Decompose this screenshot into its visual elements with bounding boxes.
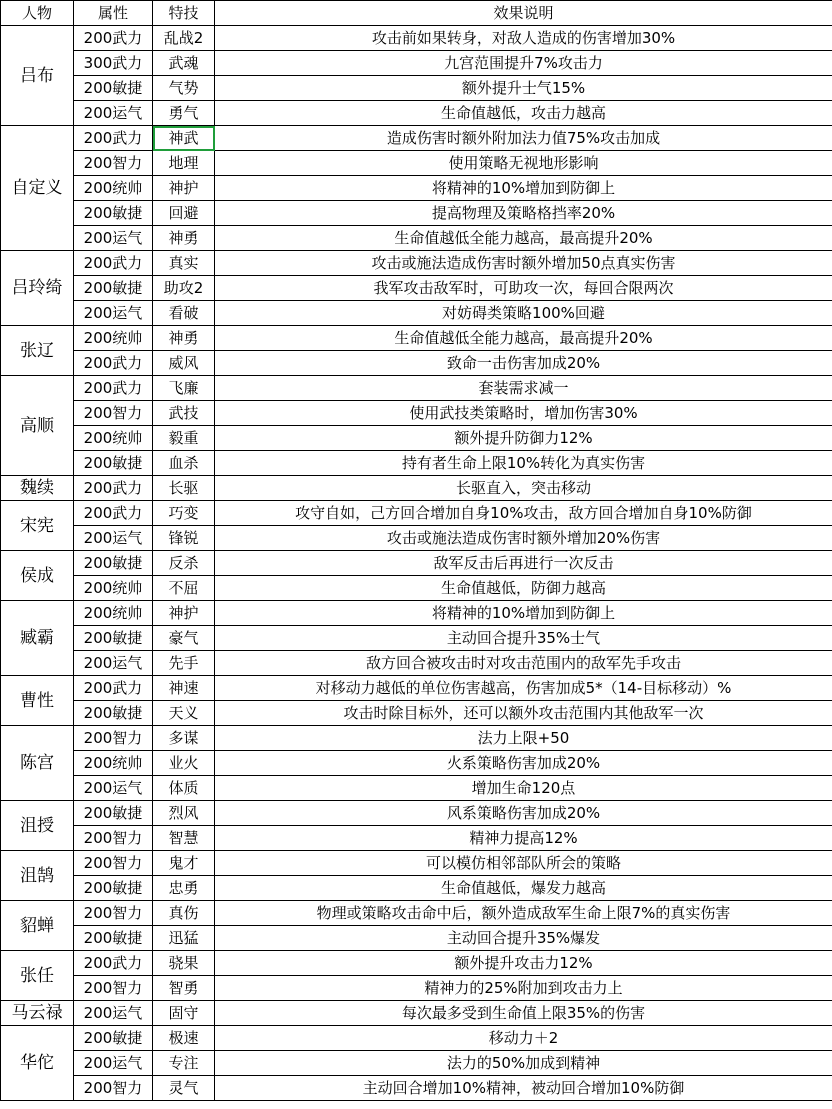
table-row bbox=[1, 926, 832, 951]
effect-cell[interactable]: 增加生命120点 bbox=[215, 776, 832, 801]
attribute-cell[interactable]: 200运气 bbox=[74, 301, 153, 326]
table-row bbox=[1, 876, 832, 901]
skill-cell[interactable]: 业火 bbox=[153, 751, 215, 776]
table-row bbox=[1, 551, 832, 576]
skill-cell[interactable]: 助攻2 bbox=[153, 276, 215, 301]
attribute-cell[interactable]: 200智力 bbox=[74, 851, 153, 876]
attribute-cell[interactable]: 200敏捷 bbox=[74, 551, 153, 576]
header-skill[interactable]: 特技 bbox=[153, 1, 215, 26]
table-row bbox=[1, 526, 832, 551]
attribute-cell[interactable]: 200智力 bbox=[74, 901, 153, 926]
skill-cell[interactable]: 毅重 bbox=[153, 426, 215, 451]
skill-cell[interactable]: 地理 bbox=[153, 151, 215, 176]
table-row bbox=[1, 301, 832, 326]
effect-cell[interactable]: 攻击或施法造成伤害时额外增加20%伤害 bbox=[215, 526, 832, 551]
header-attribute[interactable]: 属性 bbox=[74, 1, 153, 26]
table-body bbox=[1, 26, 832, 1101]
skill-cell[interactable]: 鬼才 bbox=[153, 851, 215, 876]
header-character[interactable]: 人物 bbox=[1, 1, 74, 26]
character-name-cell[interactable]: 侯成 bbox=[1, 551, 74, 601]
table-row bbox=[1, 651, 832, 676]
skill-cell[interactable]: 反杀 bbox=[153, 551, 215, 576]
skill-cell[interactable]: 武技 bbox=[153, 401, 215, 426]
attribute-cell[interactable]: 200武力 bbox=[74, 951, 153, 976]
attribute-cell[interactable]: 200运气 bbox=[74, 776, 153, 801]
attribute-cell[interactable]: 200运气 bbox=[74, 1001, 153, 1026]
attribute-cell[interactable]: 200智力 bbox=[74, 1076, 153, 1101]
effect-cell[interactable]: 敌方回合被攻击时对攻击范围内的敌军先手攻击 bbox=[215, 651, 832, 676]
header-effect[interactable]: 效果说明 bbox=[215, 1, 832, 26]
effect-cell[interactable]: 额外提升士气15% bbox=[215, 76, 832, 101]
effect-cell[interactable]: 生命值越低全能力越高，最高提升20% bbox=[215, 326, 832, 351]
attribute-cell[interactable]: 200敏捷 bbox=[74, 701, 153, 726]
attribute-cell[interactable]: 200运气 bbox=[74, 101, 153, 126]
skill-cell[interactable]: 固守 bbox=[153, 1001, 215, 1026]
effect-cell[interactable]: 主动回合提升35%士气 bbox=[215, 626, 832, 651]
table-row bbox=[1, 251, 832, 276]
effect-cell[interactable]: 每次最多受到生命值上限35%的伤害 bbox=[215, 1001, 832, 1026]
skill-cell[interactable]: 智慧 bbox=[153, 826, 215, 851]
table-row bbox=[1, 501, 832, 526]
table-row bbox=[1, 1026, 832, 1051]
skill-cell[interactable]: 回避 bbox=[153, 201, 215, 226]
skill-cell[interactable]: 血杀 bbox=[153, 451, 215, 476]
skill-cell[interactable]: 神武 bbox=[153, 126, 215, 151]
skill-cell[interactable]: 武魂 bbox=[153, 51, 215, 76]
table-row bbox=[1, 276, 832, 301]
effect-cell[interactable]: 法力上限+50 bbox=[215, 726, 832, 751]
skill-cell[interactable]: 迅猛 bbox=[153, 926, 215, 951]
skill-cell[interactable]: 灵气 bbox=[153, 1076, 215, 1101]
attribute-cell[interactable]: 200运气 bbox=[74, 651, 153, 676]
effect-cell[interactable]: 使用策略无视地形影响 bbox=[215, 151, 832, 176]
effect-cell[interactable]: 我军攻击敌军时，可助攻一次，每回合限两次 bbox=[215, 276, 832, 301]
character-name-cell[interactable]: 宋宪 bbox=[1, 501, 74, 551]
table-row bbox=[1, 476, 832, 501]
attribute-cell[interactable]: 200武力 bbox=[74, 476, 153, 501]
attribute-cell[interactable]: 200敏捷 bbox=[74, 626, 153, 651]
effect-cell[interactable]: 九宫范围提升7%攻击力 bbox=[215, 51, 832, 76]
table-row bbox=[1, 151, 832, 176]
character-name-cell[interactable]: 貂蝉 bbox=[1, 901, 74, 951]
effect-cell[interactable]: 主动回合增加10%精神，被动回合增加10%防御 bbox=[215, 1076, 832, 1101]
effect-cell[interactable]: 生命值越低，爆发力越高 bbox=[215, 876, 832, 901]
attribute-cell[interactable]: 200武力 bbox=[74, 351, 153, 376]
character-name-cell[interactable]: 张任 bbox=[1, 951, 74, 1001]
skill-cell[interactable]: 极速 bbox=[153, 1026, 215, 1051]
skill-cell[interactable]: 多谋 bbox=[153, 726, 215, 751]
table-row bbox=[1, 826, 832, 851]
effect-cell[interactable]: 攻击前如果转身，对敌人造成的伤害增加30% bbox=[215, 26, 832, 51]
attribute-cell[interactable]: 200运气 bbox=[74, 226, 153, 251]
skill-cell[interactable]: 不屈 bbox=[153, 576, 215, 601]
character-name-cell[interactable]: 臧霸 bbox=[1, 601, 74, 676]
skill-cell[interactable]: 飞廉 bbox=[153, 376, 215, 401]
character-name-cell[interactable]: 吕布 bbox=[1, 26, 74, 126]
attribute-cell[interactable]: 200运气 bbox=[74, 1051, 153, 1076]
character-name-cell[interactable]: 曹性 bbox=[1, 676, 74, 726]
effect-cell[interactable]: 对妨碍类策略100%回避 bbox=[215, 301, 832, 326]
table-row bbox=[1, 101, 832, 126]
table-row bbox=[1, 126, 832, 151]
skill-cell[interactable]: 智勇 bbox=[153, 976, 215, 1001]
skill-cell[interactable]: 骁果 bbox=[153, 951, 215, 976]
skill-cell[interactable]: 先手 bbox=[153, 651, 215, 676]
table-row bbox=[1, 951, 832, 976]
attribute-cell[interactable]: 200敏捷 bbox=[74, 876, 153, 901]
header-row bbox=[1, 1, 832, 26]
attribute-cell[interactable]: 200武力 bbox=[74, 251, 153, 276]
skill-cell[interactable]: 真实 bbox=[153, 251, 215, 276]
effect-cell[interactable]: 使用武技类策略时，增加伤害30% bbox=[215, 401, 832, 426]
effect-cell[interactable]: 对移动力越低的单位伤害越高，伤害加成5*（14-目标移动）% bbox=[215, 676, 832, 701]
table-row bbox=[1, 701, 832, 726]
table-row bbox=[1, 76, 832, 101]
table-row bbox=[1, 401, 832, 426]
table-row bbox=[1, 626, 832, 651]
table-row bbox=[1, 801, 832, 826]
character-name-cell[interactable]: 沮授 bbox=[1, 801, 74, 851]
effect-cell[interactable]: 精神力提高12% bbox=[215, 826, 832, 851]
skill-cell[interactable]: 长驱 bbox=[153, 476, 215, 501]
table-row bbox=[1, 776, 832, 801]
skill-cell[interactable]: 神勇 bbox=[153, 226, 215, 251]
effect-cell[interactable]: 额外提升防御力12% bbox=[215, 426, 832, 451]
attribute-cell[interactable]: 200运气 bbox=[74, 526, 153, 551]
table-row bbox=[1, 1076, 832, 1101]
table-row bbox=[1, 751, 832, 776]
attribute-cell[interactable]: 200敏捷 bbox=[74, 201, 153, 226]
effect-cell[interactable]: 主动回合提升35%爆发 bbox=[215, 926, 832, 951]
table-row bbox=[1, 326, 832, 351]
effect-cell[interactable]: 攻击时除目标外，还可以额外攻击范围内其他敌军一次 bbox=[215, 701, 832, 726]
table-row bbox=[1, 451, 832, 476]
effect-cell[interactable]: 造成伤害时额外附加法力值75%攻击加成 bbox=[215, 126, 832, 151]
skill-cell[interactable]: 勇气 bbox=[153, 101, 215, 126]
attribute-cell[interactable]: 200统帅 bbox=[74, 176, 153, 201]
skill-cell[interactable]: 巧变 bbox=[153, 501, 215, 526]
attribute-cell[interactable]: 200统帅 bbox=[74, 426, 153, 451]
table-row bbox=[1, 26, 832, 51]
attribute-cell[interactable]: 200敏捷 bbox=[74, 451, 153, 476]
effect-cell[interactable]: 可以模仿相邻部队所会的策略 bbox=[215, 851, 832, 876]
attribute-cell[interactable]: 200智力 bbox=[74, 826, 153, 851]
table-row bbox=[1, 51, 832, 76]
skill-cell[interactable]: 锋锐 bbox=[153, 526, 215, 551]
effect-cell[interactable]: 生命值越低，攻击力越高 bbox=[215, 101, 832, 126]
table-row bbox=[1, 676, 832, 701]
effect-cell[interactable]: 将精神的10%增加到防御上 bbox=[215, 176, 832, 201]
effect-cell[interactable]: 持有者生命上限10%转化为真实伤害 bbox=[215, 451, 832, 476]
effect-cell[interactable]: 生命值越低，防御力越高 bbox=[215, 576, 832, 601]
effect-cell[interactable]: 精神力的25%附加到攻击力上 bbox=[215, 976, 832, 1001]
attribute-cell[interactable]: 200统帅 bbox=[74, 601, 153, 626]
effect-cell[interactable]: 长驱直入，突击移动 bbox=[215, 476, 832, 501]
character-name-cell[interactable]: 魏续 bbox=[1, 476, 74, 501]
effect-cell[interactable]: 攻击或施法造成伤害时额外增加50点真实伤害 bbox=[215, 251, 832, 276]
effect-cell[interactable]: 致命一击伤害加成20% bbox=[215, 351, 832, 376]
table-row bbox=[1, 201, 832, 226]
character-name-cell[interactable]: 沮鹄 bbox=[1, 851, 74, 901]
character-name-cell[interactable]: 吕玲绮 bbox=[1, 251, 74, 326]
table-row bbox=[1, 226, 832, 251]
effect-cell[interactable]: 火系策略伤害加成20% bbox=[215, 751, 832, 776]
skill-cell[interactable]: 真伤 bbox=[153, 901, 215, 926]
attribute-cell[interactable]: 200统帅 bbox=[74, 576, 153, 601]
attribute-cell[interactable]: 200统帅 bbox=[74, 326, 153, 351]
table-row bbox=[1, 851, 832, 876]
attribute-cell[interactable]: 200智力 bbox=[74, 976, 153, 1001]
skill-cell[interactable]: 神护 bbox=[153, 601, 215, 626]
effect-cell[interactable]: 套装需求减一 bbox=[215, 376, 832, 401]
skill-cell[interactable]: 体质 bbox=[153, 776, 215, 801]
skill-cell[interactable]: 看破 bbox=[153, 301, 215, 326]
attribute-cell[interactable]: 200统帅 bbox=[74, 751, 153, 776]
attribute-cell[interactable]: 200敏捷 bbox=[74, 276, 153, 301]
attribute-cell[interactable]: 200敏捷 bbox=[74, 801, 153, 826]
character-name-cell[interactable]: 张辽 bbox=[1, 326, 74, 376]
effect-cell[interactable]: 攻守自如，己方回合增加自身10%攻击，敌方回合增加自身10%防御 bbox=[215, 501, 832, 526]
skill-cell[interactable]: 忠勇 bbox=[153, 876, 215, 901]
attribute-cell[interactable]: 200智力 bbox=[74, 401, 153, 426]
attribute-cell[interactable]: 200武力 bbox=[74, 376, 153, 401]
character-name-cell[interactable]: 自定义 bbox=[1, 126, 74, 251]
effect-cell[interactable]: 提高物理及策略格挡率20% bbox=[215, 201, 832, 226]
skill-cell[interactable]: 威风 bbox=[153, 351, 215, 376]
character-name-cell[interactable]: 陈宫 bbox=[1, 726, 74, 801]
attribute-cell[interactable]: 300武力 bbox=[74, 51, 153, 76]
attribute-cell[interactable]: 200敏捷 bbox=[74, 1026, 153, 1051]
attribute-cell[interactable]: 200武力 bbox=[74, 501, 153, 526]
attribute-cell[interactable]: 200武力 bbox=[74, 126, 153, 151]
table-row bbox=[1, 901, 832, 926]
effect-cell[interactable]: 生命值越低全能力越高，最高提升20% bbox=[215, 226, 832, 251]
effect-cell[interactable]: 风系策略伤害加成20% bbox=[215, 801, 832, 826]
skill-cell[interactable]: 神护 bbox=[153, 176, 215, 201]
table-row bbox=[1, 1001, 832, 1026]
table-row bbox=[1, 351, 832, 376]
attribute-cell[interactable]: 200智力 bbox=[74, 726, 153, 751]
table-row bbox=[1, 426, 832, 451]
attribute-cell[interactable]: 200敏捷 bbox=[74, 926, 153, 951]
table-row bbox=[1, 576, 832, 601]
character-name-cell[interactable]: 华佗 bbox=[1, 1026, 74, 1101]
table-row bbox=[1, 726, 832, 751]
attribute-cell[interactable]: 200敏捷 bbox=[74, 76, 153, 101]
skill-cell[interactable]: 专注 bbox=[153, 1051, 215, 1076]
table-row bbox=[1, 1051, 832, 1076]
effect-cell[interactable]: 移动力＋2 bbox=[215, 1026, 832, 1051]
attribute-cell[interactable]: 200智力 bbox=[74, 151, 153, 176]
effect-cell[interactable]: 额外提升攻击力12% bbox=[215, 951, 832, 976]
attribute-cell[interactable]: 200武力 bbox=[74, 676, 153, 701]
skill-cell[interactable]: 神速 bbox=[153, 676, 215, 701]
effect-cell[interactable]: 物理或策略攻击命中后，额外造成敌军生命上限7%的真实伤害 bbox=[215, 901, 832, 926]
skill-cell[interactable]: 神勇 bbox=[153, 326, 215, 351]
effect-cell[interactable]: 敌军反击后再进行一次反击 bbox=[215, 551, 832, 576]
effect-cell[interactable]: 法力的50%加成到精神 bbox=[215, 1051, 832, 1076]
skill-cell[interactable]: 天义 bbox=[153, 701, 215, 726]
table-row bbox=[1, 976, 832, 1001]
skill-cell[interactable]: 乱战2 bbox=[153, 26, 215, 51]
attribute-cell[interactable]: 200武力 bbox=[74, 26, 153, 51]
character-name-cell[interactable]: 马云禄 bbox=[1, 1001, 74, 1026]
skill-cell[interactable]: 烈风 bbox=[153, 801, 215, 826]
skill-cell[interactable]: 豪气 bbox=[153, 626, 215, 651]
table-row bbox=[1, 176, 832, 201]
effect-cell[interactable]: 将精神的10%增加到防御上 bbox=[215, 601, 832, 626]
skill-cell[interactable]: 气势 bbox=[153, 76, 215, 101]
table-row bbox=[1, 601, 832, 626]
character-name-cell[interactable]: 高顺 bbox=[1, 376, 74, 476]
table-row bbox=[1, 376, 832, 401]
